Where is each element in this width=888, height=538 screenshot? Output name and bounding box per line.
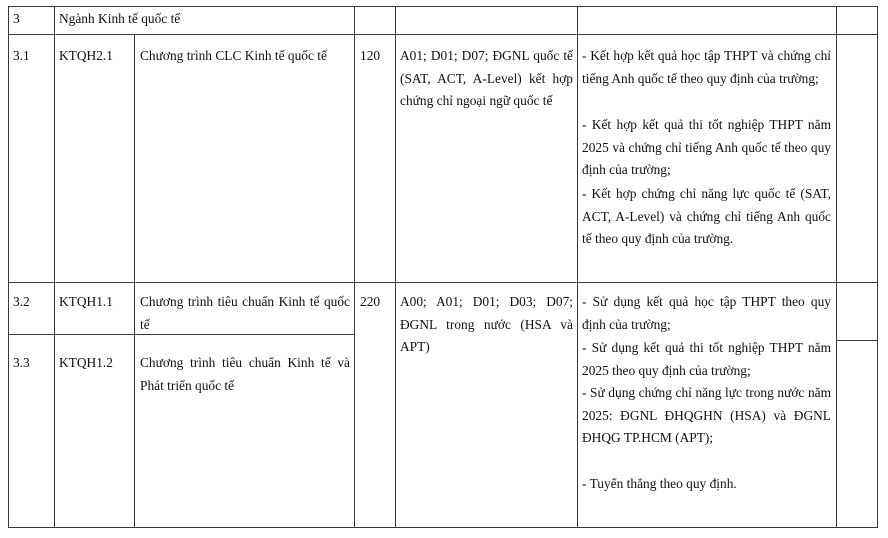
row-3-1-stt: 3.1	[13, 48, 30, 63]
row-3-1-name: Chương trình CLC Kinh tế quốc tế	[140, 48, 327, 63]
row-3-1-method-2: - Kết hợp kết quả thi tốt nghiệp THPT năm 2025 và chứng chỉ tiếng Anh quốc tế theo quy định của trường;	[582, 117, 831, 177]
row-3-1-quota: 120	[360, 48, 381, 63]
row-3-3-stt: 3.3	[13, 355, 30, 370]
row-3-2-stt: 3.2	[13, 294, 30, 309]
row-3-2-method-1: - Sử dụng kết quả học tập THPT theo quy định của trường;	[582, 294, 831, 332]
row-3-2-method-3: - Sử dụng chứng chỉ năng lực trong nước năm 2025: ĐGNL ĐHQGHN (HSA) và ĐGNL ĐHQG TP.HCM (APT);	[582, 385, 831, 445]
row-3-1-method-3: - Kết hợp chứng chỉ năng lực quốc tế (SAT, ACT, A-Level) và chứng chỉ tiếng Anh quốc tế theo quy định của trường.	[582, 186, 831, 246]
row-3-1-method-1: - Kết hợp kết quả học tập THPT và chứng chỉ tiếng Anh quốc tế theo quy định của trường;	[582, 48, 831, 86]
row-3-2-quota: 220	[360, 294, 381, 309]
row-3-2-combos: A00; A01; D01; D03; D07; ĐGNL trong nước (HSA và APT)	[400, 294, 573, 354]
row-3-stt: 3	[13, 11, 20, 26]
row-3-title: Ngành Kinh tế quốc tế	[59, 11, 181, 26]
row-3-2-method-4: - Tuyển thẳng theo quy định.	[582, 476, 737, 491]
row-3-2-name: Chương trình tiêu chuẩn Kinh tế quốc tế	[140, 294, 350, 332]
row-3-2-code: KTQH1.1	[59, 294, 113, 309]
row-3-1-combos: A01; D01; D07; ĐGNL quốc tế (SAT, ACT, A-Level) kết hợp chứng chỉ ngoại ngữ quốc tế	[400, 48, 573, 108]
row-3-3-code: KTQH1.2	[59, 355, 113, 370]
row-3-2-method-2: - Sử dụng kết quả thi tốt nghiệp THPT năm 2025 theo quy định của trường;	[582, 340, 831, 378]
row-3-1-code: KTQH2.1	[59, 48, 113, 63]
row-3-3-name: Chương trình tiêu chuẩn Kinh tế và Phát triển quốc tế	[140, 355, 350, 393]
